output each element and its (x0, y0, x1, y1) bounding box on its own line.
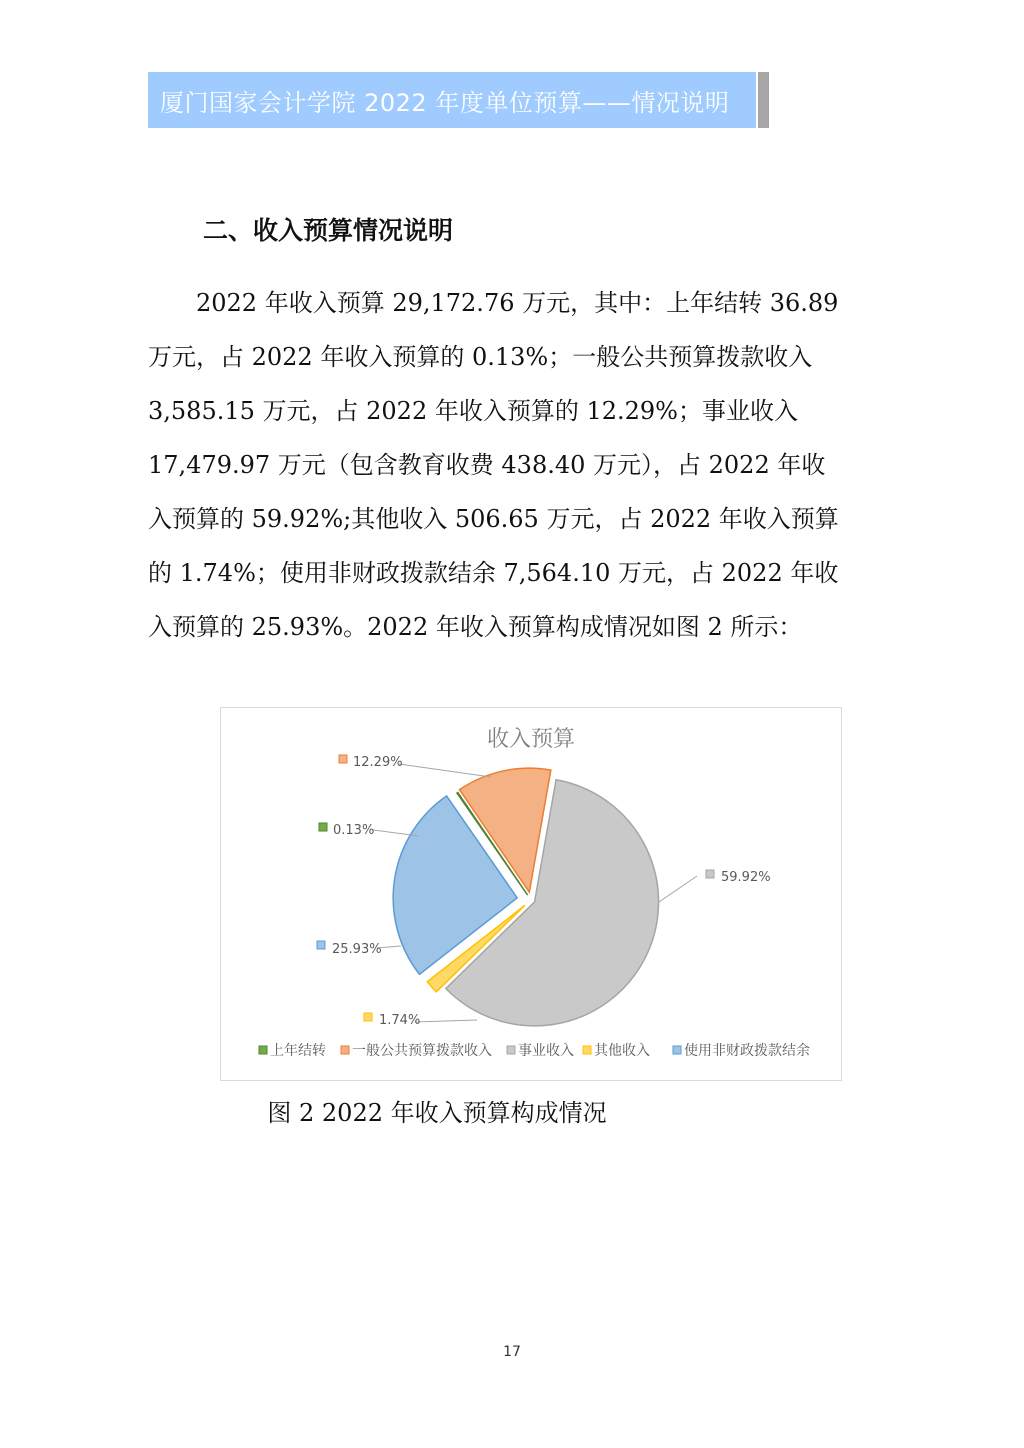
legend-label-carryover: 上年结转 (270, 1043, 326, 1059)
body-paragraph (148, 276, 878, 654)
legend-marker-business-income (507, 1046, 515, 1054)
header-bar (148, 72, 756, 128)
data-label-marker-non-fiscal-surplus (317, 941, 325, 949)
header-accent-bar (758, 72, 769, 128)
data-label-general-budget: 12.29% (353, 755, 403, 770)
paragraph-line: 3,585.15 万元，占 2022 年收入预算的 12.29%；事业收入 (148, 397, 798, 425)
leader-line-other-income (415, 1020, 477, 1022)
data-label-marker-other-income (364, 1013, 372, 1021)
leader-line-business-income (659, 876, 697, 902)
data-label-carryover: 0.13% (333, 823, 375, 838)
page-number: 17 (503, 1344, 521, 1360)
pie-chart-frame (220, 707, 842, 1081)
paragraph-line: 的 1.74%；使用非财政拨款结余 7,564.10 万元，占 2022 年收 (148, 559, 839, 587)
legend-label-other-income: 其他收入 (594, 1043, 650, 1059)
figure-caption-text: 图 2 2022 年收入预算构成情况 (267, 1099, 607, 1127)
chart-title: 收入预算 (486, 727, 576, 752)
legend-marker-carryover (259, 1046, 267, 1054)
figure-caption (0, 1093, 1024, 1128)
paragraph-line: 入预算的 25.93%。2022 年收入预算构成情况如图 2 所示： (148, 613, 803, 641)
legend-marker-general-budget (341, 1046, 349, 1054)
data-label-marker-general-budget (339, 755, 347, 763)
legend-marker-non-fiscal-surplus (673, 1046, 681, 1054)
data-label-non-fiscal-surplus: 25.93% (332, 942, 382, 957)
legend-marker-other-income (583, 1046, 591, 1054)
paragraph-line: 2022 年收入预算 29,172.76 万元，其中：上年结转 36.89 (148, 289, 839, 317)
data-label-other-income: 1.74% (379, 1013, 421, 1028)
legend-label-general-budget: 一般公共预算拨款收入 (352, 1043, 492, 1059)
data-label-marker-business-income (706, 870, 714, 878)
pie-chart (221, 708, 841, 1080)
paragraph-line: 入预算的 59.92%;其他收入 506.65 万元，占 2022 年收入预算 (148, 505, 839, 533)
data-label-marker-carryover (319, 823, 327, 831)
legend-label-non-fiscal-surplus: 使用非财政拨款结余 (684, 1043, 810, 1059)
leader-line-general-budget (399, 764, 491, 777)
legend-label-business-income: 事业收入 (518, 1043, 574, 1059)
data-label-business-income: 59.92% (721, 870, 771, 885)
section-heading: 二、收入预算情况说明 (203, 216, 454, 245)
paragraph-line: 17,479.97 万元（包含教育收费 438.40 万元），占 2022 年收 (148, 451, 826, 479)
paragraph-line: 万元，占 2022 年收入预算的 0.13%；一般公共预算拨款收入 (148, 343, 813, 371)
header-title: 厦门国家会计学院 2022 年度单位预算——情况说明 (160, 89, 730, 117)
